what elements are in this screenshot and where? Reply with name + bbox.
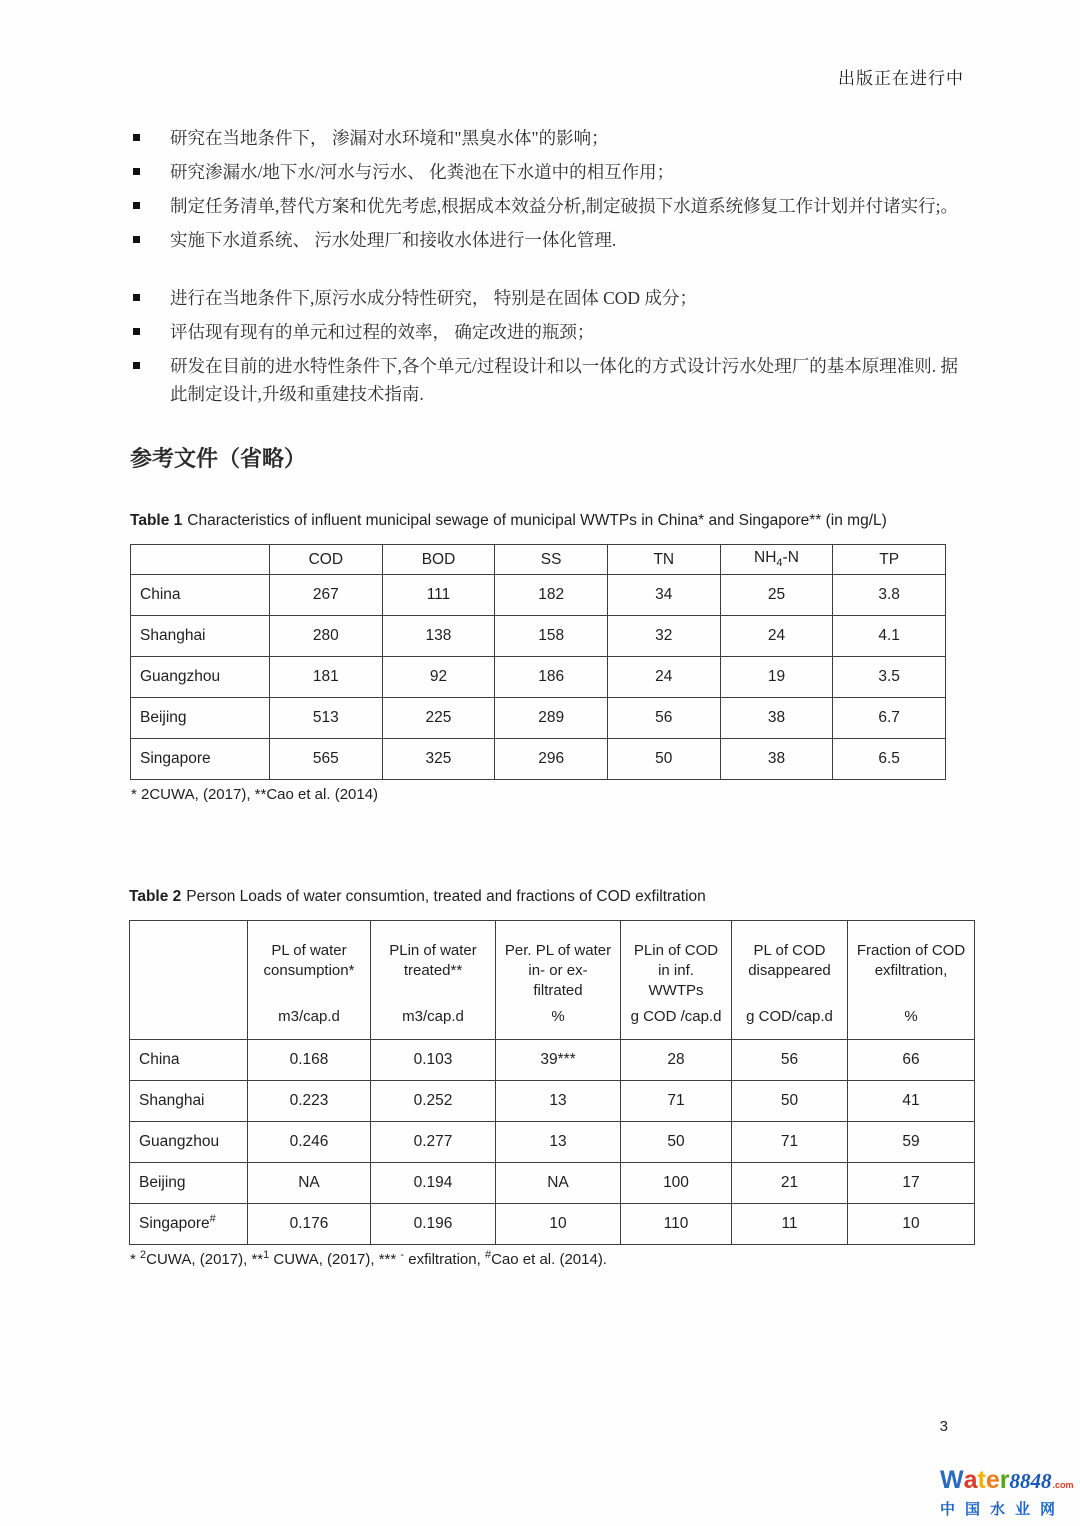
table-row-beijing	[131, 698, 946, 739]
column-header-bod: BOD	[382, 545, 495, 575]
table-cell: 50	[732, 1081, 848, 1122]
table-cell: 267	[270, 575, 383, 616]
table-cell: NA	[496, 1163, 621, 1204]
table-cell: 28	[621, 1040, 732, 1081]
table-cell: 59	[848, 1122, 975, 1163]
table-cell: 71	[621, 1081, 732, 1122]
list-item-text: 实施下水道系统、 污水处理厂和接收水体进行一体化管理.	[170, 230, 617, 250]
table-cell: 56	[732, 1040, 848, 1081]
column-header-plin-cod-inf: PLin of COD in inf. WWTPs g COD /cap.d	[621, 921, 732, 1040]
row-label-cell: Beijing	[131, 698, 270, 739]
water8848-logo	[940, 1467, 1076, 1519]
table-cell: 34	[607, 575, 720, 616]
list-item	[130, 192, 962, 220]
table-cell: 66	[848, 1040, 975, 1081]
table-row-singapore	[131, 739, 946, 780]
logo-wordmark	[940, 1467, 1076, 1498]
column-header-empty	[131, 545, 270, 575]
table-cell: 0.252	[371, 1081, 496, 1122]
row-label-cell: Beijing	[130, 1163, 248, 1204]
table-cell: 21	[732, 1163, 848, 1204]
row-label-text: Singapore	[139, 1215, 210, 1232]
table-cell: 280	[270, 616, 383, 657]
table-cell: 6.5	[833, 739, 946, 780]
bullet-square-icon	[133, 168, 140, 175]
page-number: 3	[939, 1418, 948, 1435]
table-cell: 10	[496, 1204, 621, 1245]
nh4n-post: -N	[782, 549, 799, 567]
table2-caption	[129, 888, 975, 906]
table-cell: 565	[270, 739, 383, 780]
row-label-cell: China	[131, 575, 270, 616]
list-item	[130, 124, 962, 152]
table-cell: 3.8	[833, 575, 946, 616]
table-cell: 38	[720, 739, 833, 780]
table-cell: 186	[495, 657, 608, 698]
table2-header-row	[130, 921, 975, 1040]
table-cell: NA	[248, 1163, 371, 1204]
logo-dotcom: .com	[1052, 1480, 1074, 1490]
table-cell: 56	[607, 698, 720, 739]
table1-caption-label: Table 1	[130, 512, 183, 529]
table-cell: 13	[496, 1081, 621, 1122]
table1	[130, 544, 946, 780]
row-label-cell: Guangzhou	[130, 1122, 248, 1163]
table-row-beijing	[130, 1163, 975, 1204]
list-item	[130, 158, 962, 186]
table-cell: 24	[720, 616, 833, 657]
table1-caption	[130, 512, 946, 530]
table1-footnote: * 2CUWA, (2017), **Cao et al. (2014)	[131, 786, 379, 803]
list-item-text: 进行在当地条件下,原污水成分特性研究， 特别是在固体 COD 成分；	[170, 288, 697, 308]
logo-letter-e: e	[985, 1466, 1000, 1494]
table-cell: 158	[495, 616, 608, 657]
table-cell: 10	[848, 1204, 975, 1245]
table1-caption-text: Characteristics of influent municipal sewage of municipal WWTPs in China* and Singapore** (in mg/L)	[187, 512, 887, 529]
bullet-list-wwtp-tasks	[130, 284, 962, 414]
list-item	[130, 226, 962, 254]
bullet-square-icon	[133, 362, 140, 369]
bullet-list-sewer-tasks	[130, 124, 962, 260]
bullet-square-icon	[133, 236, 140, 243]
nh4n-subscript: 4	[776, 557, 783, 570]
column-header-tn: TN	[607, 545, 720, 575]
section-heading-references: 参考文件（省略）	[130, 446, 307, 471]
row-label-cell	[130, 1204, 248, 1245]
column-header-per-pl-filtrated: Per. PL of water in- or ex-filtrated %	[496, 921, 621, 1040]
table-row-shanghai	[131, 616, 946, 657]
table-row-china	[131, 575, 946, 616]
table-cell: 182	[495, 575, 608, 616]
logo-letter-r: r	[999, 1466, 1010, 1494]
publication-status-text: 出版正在进行中	[838, 69, 964, 88]
table-cell: 111	[382, 575, 495, 616]
table1-header-row	[131, 545, 946, 575]
row-label-cell: Shanghai	[130, 1081, 248, 1122]
table-cell: 225	[382, 698, 495, 739]
list-item-text: 研发在目前的进水特性条件下,各个单元/过程设计和以一体化的方式设计污水处理厂的基本原理准则. 据此制定设计,升级和重建技术指南.	[170, 356, 958, 404]
logo-letter-w: W	[940, 1466, 964, 1494]
table-cell: 6.7	[833, 698, 946, 739]
column-header-tp: TP	[833, 545, 946, 575]
table-row-singapore	[130, 1204, 975, 1245]
column-header-pl-water-consumption: PL of water consumption* m3/cap.d	[248, 921, 371, 1040]
table2	[129, 920, 975, 1245]
table2-caption-label: Table 2	[129, 888, 182, 905]
table-cell: 92	[382, 657, 495, 698]
table-cell: 41	[848, 1081, 975, 1122]
table-cell: 17	[848, 1163, 975, 1204]
table-row-guangzhou	[130, 1122, 975, 1163]
table1-section	[130, 512, 946, 803]
table-cell: 0.194	[371, 1163, 496, 1204]
table-cell: 0.246	[248, 1122, 371, 1163]
column-header-nh4n	[720, 545, 833, 575]
bullet-square-icon	[133, 328, 140, 335]
table-cell: 71	[732, 1122, 848, 1163]
table-row-china	[130, 1040, 975, 1081]
table-cell: 4.1	[833, 616, 946, 657]
row-label-cell: China	[130, 1040, 248, 1081]
table-cell: 13	[496, 1122, 621, 1163]
logo-letter-t: t	[977, 1466, 986, 1494]
table-cell: 3.5	[833, 657, 946, 698]
column-header-plin-water-treated: PLin of water treated** m3/cap.d	[371, 921, 496, 1040]
row-label-cell: Singapore	[131, 739, 270, 780]
row-label-cell: Shanghai	[131, 616, 270, 657]
table2-footnote: * $^2$CUWA, (2017), **$^1$ CUWA, (2017), *** - exfiltration, #Cao et al. (2014).	[130, 1249, 607, 1268]
table-cell: 296	[495, 739, 608, 780]
logo-subtitle: 中国水业网	[940, 1501, 1066, 1518]
list-item	[130, 284, 962, 312]
table-cell: 0.176	[248, 1204, 371, 1245]
table-cell: 32	[607, 616, 720, 657]
table-cell: 110	[621, 1204, 732, 1245]
row-label-cell: Guangzhou	[131, 657, 270, 698]
table2-section	[129, 888, 975, 1268]
table-cell: 325	[382, 739, 495, 780]
table-cell: 39***	[496, 1040, 621, 1081]
column-header-ss: SS	[495, 545, 608, 575]
column-header-pl-cod-disappeared: PL of COD disappeared g COD/cap.d	[732, 921, 848, 1040]
table-cell: 181	[270, 657, 383, 698]
row-label-superscript: #	[209, 1212, 216, 1225]
column-header-empty	[130, 921, 248, 1040]
bullet-square-icon	[133, 134, 140, 141]
table-cell: 138	[382, 616, 495, 657]
bullet-square-icon	[133, 202, 140, 209]
list-item	[130, 352, 962, 408]
list-item-text: 制定任务清单,替代方案和优先考虑,根据成本效益分析,制定破损下水道系统修复工作计划并付诸实行;。	[170, 196, 958, 216]
table-cell: 50	[607, 739, 720, 780]
nh4n-pre: NH	[754, 549, 777, 567]
table-cell: 513	[270, 698, 383, 739]
table-cell: 0.223	[248, 1081, 371, 1122]
column-header-fraction-cod-exfiltration: Fraction of COD exfiltration, %	[848, 921, 975, 1040]
table-cell: 0.196	[371, 1204, 496, 1245]
table-cell: 38	[720, 698, 833, 739]
table2-caption-text: Person Loads of water consumtion, treated and fractions of COD exfiltration	[186, 888, 706, 905]
list-item	[130, 318, 962, 346]
column-header-cod: COD	[270, 545, 383, 575]
table-cell: 25	[720, 575, 833, 616]
table-cell: 0.168	[248, 1040, 371, 1081]
list-item-text: 研究渗漏水/地下水/河水与污水、 化粪池在下水道中的相互作用；	[170, 162, 675, 182]
table-cell: 50	[621, 1122, 732, 1163]
list-item-text: 研究在当地条件下， 渗漏对水环境和"黑臭水体"的影响；	[170, 128, 609, 148]
logo-letter-a: a	[963, 1466, 978, 1494]
table-cell: 100	[621, 1163, 732, 1204]
logo-number: 8848	[1009, 1469, 1052, 1493]
table-cell: 19	[720, 657, 833, 698]
table-row-shanghai	[130, 1081, 975, 1122]
list-item-text: 评估现有现有的单元和过程的效率， 确定改进的瓶颈；	[170, 322, 595, 342]
table-cell: 289	[495, 698, 608, 739]
bullet-square-icon	[133, 294, 140, 301]
table-cell: 0.277	[371, 1122, 496, 1163]
table-cell: 0.103	[371, 1040, 496, 1081]
table-row-guangzhou	[131, 657, 946, 698]
table-cell: 11	[732, 1204, 848, 1245]
table-cell: 24	[607, 657, 720, 698]
